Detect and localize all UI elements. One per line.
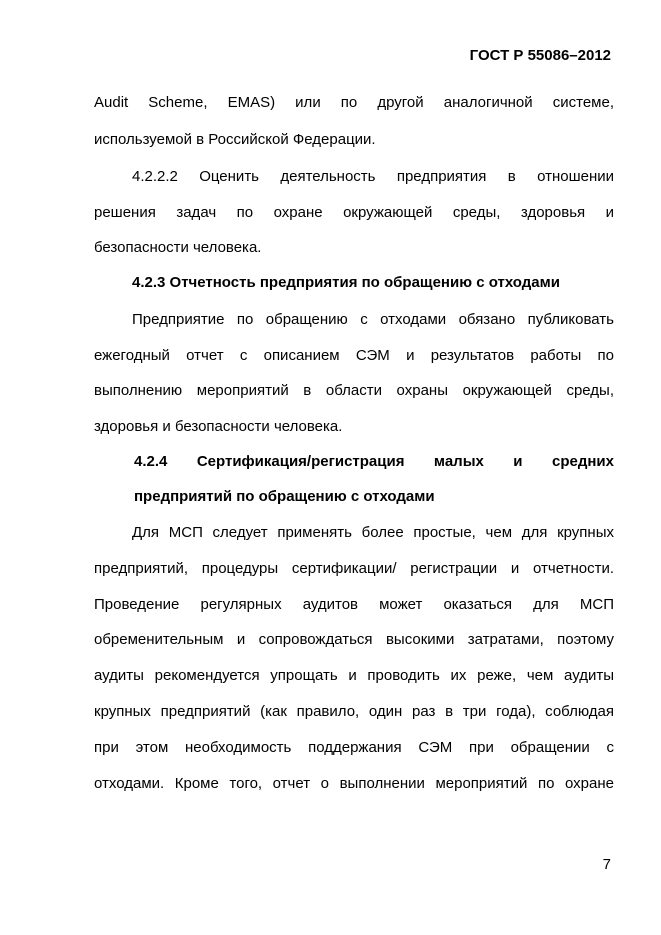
text-line: ежегодный отчет с описанием СЭМ и результатов работы по: [94, 347, 614, 364]
text-line: 4.2.2.2 Оценить деятельность предприятия в отношении: [132, 168, 614, 185]
heading-word: и: [513, 453, 523, 470]
heading-word: Сертификация/регистрация: [196, 453, 405, 470]
text-line: аудиты рекомендуется упрощать и проводить их реже, чем аудиты: [94, 667, 614, 684]
section-heading: 4.2.3 Отчетность предприятия по обращению с отходами: [132, 274, 560, 291]
text-line: отходами. Кроме того, отчет о выполнении мероприятий по охране: [94, 775, 614, 792]
text-line: Предприятие по обращению с отходами обязано публиковать: [132, 311, 614, 328]
text-line: обременительным и сопровождаться высокими затратами, поэтому: [94, 631, 614, 648]
text-line: Проведение регулярных аудитов может оказаться для МСП: [94, 596, 614, 613]
text-line: выполнению мероприятий в области охраны окружающей среды,: [94, 382, 614, 399]
document-header: ГОСТ Р 55086–2012: [469, 47, 611, 64]
text-line: используемой в Российской Федерации.: [94, 131, 376, 148]
text-line: безопасности человека.: [94, 239, 262, 256]
text-line: решения задач по охране окружающей среды, здоровья и: [94, 204, 614, 221]
text-line: крупных предприятий (как правило, один раз в три года), соблюдая: [94, 703, 614, 720]
heading-word: малых: [433, 453, 484, 470]
text-line: Для МСП следует применять более простые, чем для крупных: [132, 524, 614, 541]
section-heading: предприятий по обращению с отходами: [134, 488, 435, 505]
text-line: при этом необходимость поддержания СЭМ при обращении с: [94, 739, 614, 756]
page-number: 7: [602, 856, 611, 873]
heading-word: 4.2.4: [134, 453, 168, 470]
heading-word: средних: [551, 453, 614, 470]
section-heading: [134, 453, 614, 470]
text-line: Audit Scheme, EMAS) или по другой аналогичной системе,: [94, 94, 614, 111]
text-line: предприятий, процедуры сертификации/ регистрации и отчетности.: [94, 560, 614, 577]
text-line: здоровья и безопасности человека.: [94, 418, 343, 435]
